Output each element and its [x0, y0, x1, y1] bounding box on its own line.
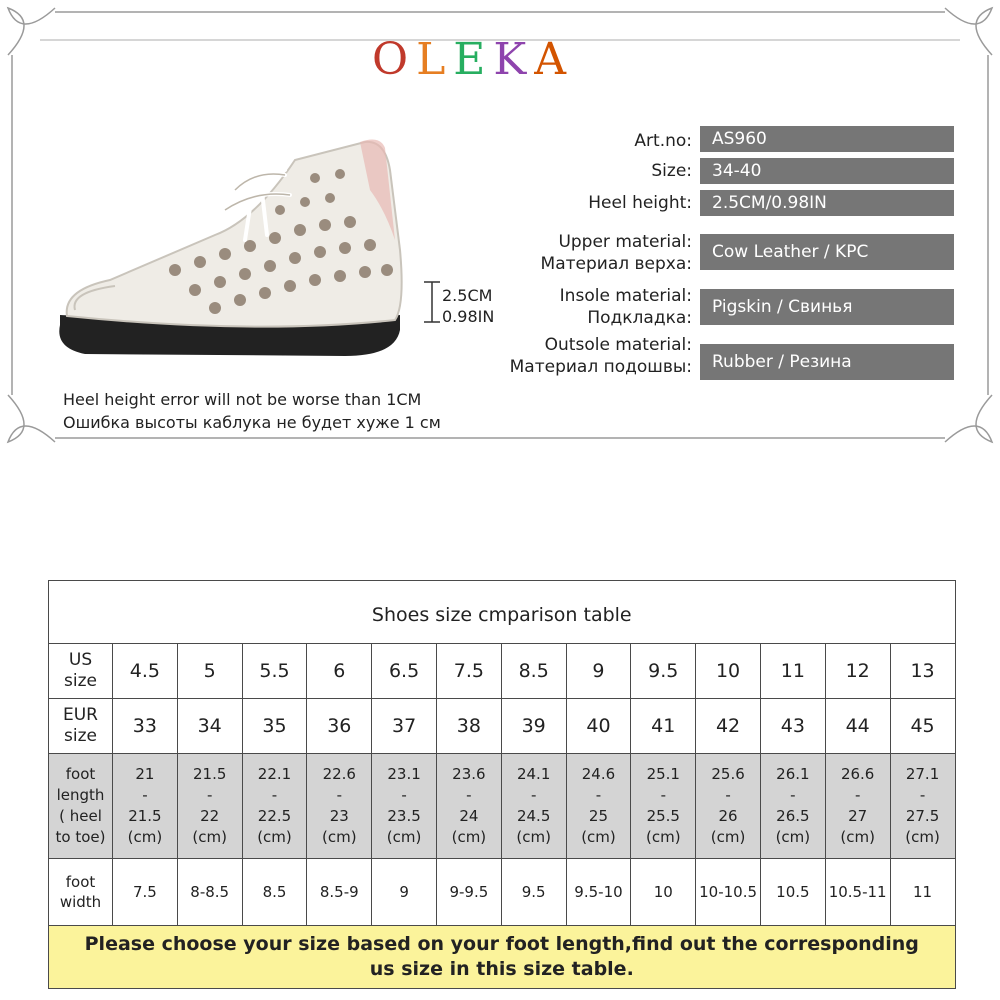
foot-length-line: 24.1: [516, 765, 551, 783]
foot-length-line: -: [530, 786, 537, 804]
size-advice-note: [49, 926, 956, 989]
foot-width-cell: 8-8.5: [177, 859, 242, 926]
spec-label-text: Insole material:: [559, 286, 692, 306]
spec-label-text: Heel height:: [588, 193, 692, 213]
foot-width-cell: 9.5: [501, 859, 566, 926]
brand-logo: [372, 30, 632, 90]
foot-length-line: (cm): [905, 828, 940, 846]
spec-label-text: Art.no:: [634, 131, 692, 151]
spec-label-outsole-material: [510, 334, 692, 378]
spec-value-art-no: AS960: [700, 126, 954, 152]
foot-width-cell: 8.5-9: [307, 859, 372, 926]
table-row-foot-width: [49, 859, 956, 926]
foot-length-line: 27.1: [905, 765, 940, 783]
foot-length-cell: [436, 754, 501, 859]
row-header-us-size: [49, 644, 113, 699]
eur-size-cell: 44: [825, 699, 890, 754]
us-size-cell: 12: [825, 644, 890, 699]
eur-size-cell: 40: [566, 699, 631, 754]
foot-width-cell: 7.5: [113, 859, 178, 926]
eur-size-cell: 42: [696, 699, 761, 754]
size-comparison-table: [48, 580, 956, 989]
foot-length-line: 24.6: [581, 765, 616, 783]
logo-letter: E: [453, 34, 494, 85]
foot-length-line: -: [142, 786, 148, 804]
foot-length-line: (cm): [386, 828, 422, 846]
foot-width-cell: 8.5: [242, 859, 307, 926]
note-english: Heel height error will not be worse than 1CM: [63, 390, 422, 409]
foot-length-cell: [825, 754, 890, 859]
foot-length-cell: [501, 754, 566, 859]
spec-label-text: Size:: [651, 161, 692, 181]
spec-label-size: [651, 160, 692, 182]
foot-length-cell: [372, 754, 437, 859]
spec-label-art-no: [634, 130, 692, 152]
shoe-image: [55, 130, 415, 365]
foot-length-line: -: [595, 786, 602, 804]
foot-length-cell: [890, 754, 955, 859]
heel-height-in: 0.98IN: [442, 307, 495, 326]
table-title: Shoes size cmparison table: [49, 581, 956, 644]
foot-width-cell: 10.5-11: [825, 859, 890, 926]
eur-size-cell: 43: [760, 699, 825, 754]
us-size-cell: 6.5: [372, 644, 437, 699]
foot-length-line: (cm): [516, 828, 551, 846]
foot-length-line: -: [466, 786, 472, 804]
foot-length-line: (cm): [192, 828, 227, 846]
foot-length-line: 25.5: [646, 807, 680, 825]
foot-width-cell: 9: [372, 859, 437, 926]
spec-label-text: Outsole material:: [544, 335, 692, 355]
table-row-foot-length: [49, 754, 956, 859]
us-size-cell: 13: [890, 644, 955, 699]
foot-length-line: -: [206, 786, 213, 804]
header-line: ( heel: [59, 807, 102, 825]
foot-width-cell: 10-10.5: [696, 859, 761, 926]
header-line: size: [64, 726, 97, 746]
us-size-cell: 8.5: [501, 644, 566, 699]
foot-length-line: -: [401, 786, 407, 804]
spec-label-text: Upper material:: [558, 232, 692, 252]
foot-length-line: -: [660, 786, 666, 804]
foot-length-line: 26.1: [776, 765, 810, 783]
foot-length-line: (cm): [840, 828, 875, 846]
us-size-cell: 10: [696, 644, 761, 699]
foot-length-cell: [696, 754, 761, 859]
foot-width-cell: 10.5: [760, 859, 825, 926]
foot-length-line: -: [271, 786, 278, 804]
us-size-cell: 5: [177, 644, 242, 699]
foot-width-cell: 11: [890, 859, 955, 926]
foot-length-cell: [113, 754, 178, 859]
header-line: size: [64, 671, 97, 691]
row-header-foot-width: [49, 859, 113, 926]
spec-label-text-ru: Материал подошвы:: [509, 357, 692, 377]
foot-length-line: 21.5: [192, 765, 227, 783]
heel-height-label: [442, 285, 494, 327]
us-size-cell: 5.5: [242, 644, 307, 699]
foot-length-line: -: [790, 786, 796, 804]
spec-label-upper-material: [541, 231, 692, 275]
foot-length-line: 22.6: [322, 765, 356, 783]
header-line: foot: [65, 873, 96, 891]
foot-length-line: 21.5: [128, 807, 162, 825]
spec-label-heel-height: [588, 192, 692, 214]
spec-label-insole-material: [560, 285, 692, 329]
table-row-eur-size: [49, 699, 956, 754]
eur-size-cell: 37: [372, 699, 437, 754]
foot-length-line: 25.6: [711, 765, 745, 783]
table-row-us-size: [49, 644, 956, 699]
spec-value-outsole-material: Rubber / Резина: [700, 344, 954, 380]
foot-length-line: 25: [588, 807, 609, 825]
header-line: to toe): [55, 828, 106, 846]
foot-length-line: (cm): [451, 828, 487, 846]
us-size-cell: 9.5: [631, 644, 696, 699]
logo-letter: A: [534, 34, 575, 85]
logo-letter: L: [416, 34, 454, 85]
foot-length-line: -: [725, 786, 731, 804]
foot-length-line: 26.6: [840, 765, 875, 783]
foot-length-line: 24: [459, 807, 479, 825]
eur-size-cell: 45: [890, 699, 955, 754]
foot-length-line: 21: [135, 765, 155, 783]
logo-letter: K: [493, 34, 535, 85]
foot-width-cell: 9.5-10: [566, 859, 631, 926]
foot-length-line: 23.1: [387, 765, 421, 783]
foot-length-line: 22.1: [257, 765, 292, 783]
foot-length-line: (cm): [710, 828, 746, 846]
heel-error-note: [63, 388, 441, 434]
logo-letter: O: [372, 34, 417, 85]
us-size-cell: 11: [760, 644, 825, 699]
note-russian: Ошибка высоты каблука не будет хуже 1 см: [63, 413, 441, 432]
foot-length-line: 26: [718, 807, 738, 825]
spec-value-insole-material: Pigskin / Свинья: [700, 289, 954, 325]
heel-height-cm: 2.5CM: [442, 286, 493, 305]
foot-length-line: 23: [329, 807, 349, 825]
eur-size-cell: 38: [436, 699, 501, 754]
foot-length-line: 27.5: [905, 807, 940, 825]
header-line: width: [59, 893, 102, 911]
eur-size-cell: 33: [113, 699, 178, 754]
us-size-cell: 9: [566, 644, 631, 699]
advice-line: Please choose your size based on your foot length,find out the corresponding: [84, 933, 919, 955]
foot-length-line: 23.5: [387, 807, 421, 825]
foot-length-line: -: [919, 786, 926, 804]
foot-length-line: (cm): [322, 828, 357, 846]
foot-length-line: 26.5: [776, 807, 810, 825]
foot-length-cell: [566, 754, 631, 859]
heel-height-bracket: [420, 280, 444, 324]
foot-length-cell: [177, 754, 242, 859]
eur-size-cell: 35: [242, 699, 307, 754]
spec-value-size: 34-40: [700, 158, 954, 184]
foot-length-line: (cm): [127, 828, 163, 846]
us-size-cell: 7.5: [436, 644, 501, 699]
foot-length-line: (cm): [581, 828, 616, 846]
spec-label-text-ru: Материал верха:: [540, 254, 692, 274]
foot-length-line: 25.1: [646, 765, 680, 783]
advice-line: us size in this size table.: [369, 958, 634, 980]
header-line: length: [56, 786, 105, 804]
foot-length-line: 24.5: [516, 807, 551, 825]
row-header-eur-size: [49, 699, 113, 754]
foot-length-line: -: [854, 786, 861, 804]
foot-length-line: (cm): [645, 828, 681, 846]
row-header-foot-length: [49, 754, 113, 859]
spec-value-upper-material: Cow Leather / KPC: [700, 234, 954, 270]
foot-length-line: 23.6: [452, 765, 486, 783]
header-line: foot: [65, 765, 96, 783]
foot-width-cell: 10: [631, 859, 696, 926]
spec-value-heel-height: 2.5CM/0.98IN: [700, 190, 954, 216]
foot-length-cell: [631, 754, 696, 859]
foot-length-line: 22: [200, 807, 220, 825]
foot-length-line: -: [336, 786, 342, 804]
eur-size-cell: 34: [177, 699, 242, 754]
table-footer-row: [49, 926, 956, 989]
us-size-cell: 6: [307, 644, 372, 699]
foot-length-line: (cm): [775, 828, 811, 846]
foot-length-line: 22.5: [257, 807, 292, 825]
foot-length-cell: [242, 754, 307, 859]
foot-length-cell: [760, 754, 825, 859]
header-line: EUR: [63, 705, 98, 725]
header-line: US: [68, 650, 93, 670]
table-title-row: [49, 581, 956, 644]
us-size-cell: 4.5: [113, 644, 178, 699]
foot-length-line: (cm): [257, 828, 292, 846]
foot-length-cell: [307, 754, 372, 859]
eur-size-cell: 36: [307, 699, 372, 754]
foot-width-cell: 9-9.5: [436, 859, 501, 926]
foot-length-line: 27: [848, 807, 868, 825]
eur-size-cell: 41: [631, 699, 696, 754]
spec-label-text-ru: Подкладка:: [587, 308, 692, 328]
eur-size-cell: 39: [501, 699, 566, 754]
